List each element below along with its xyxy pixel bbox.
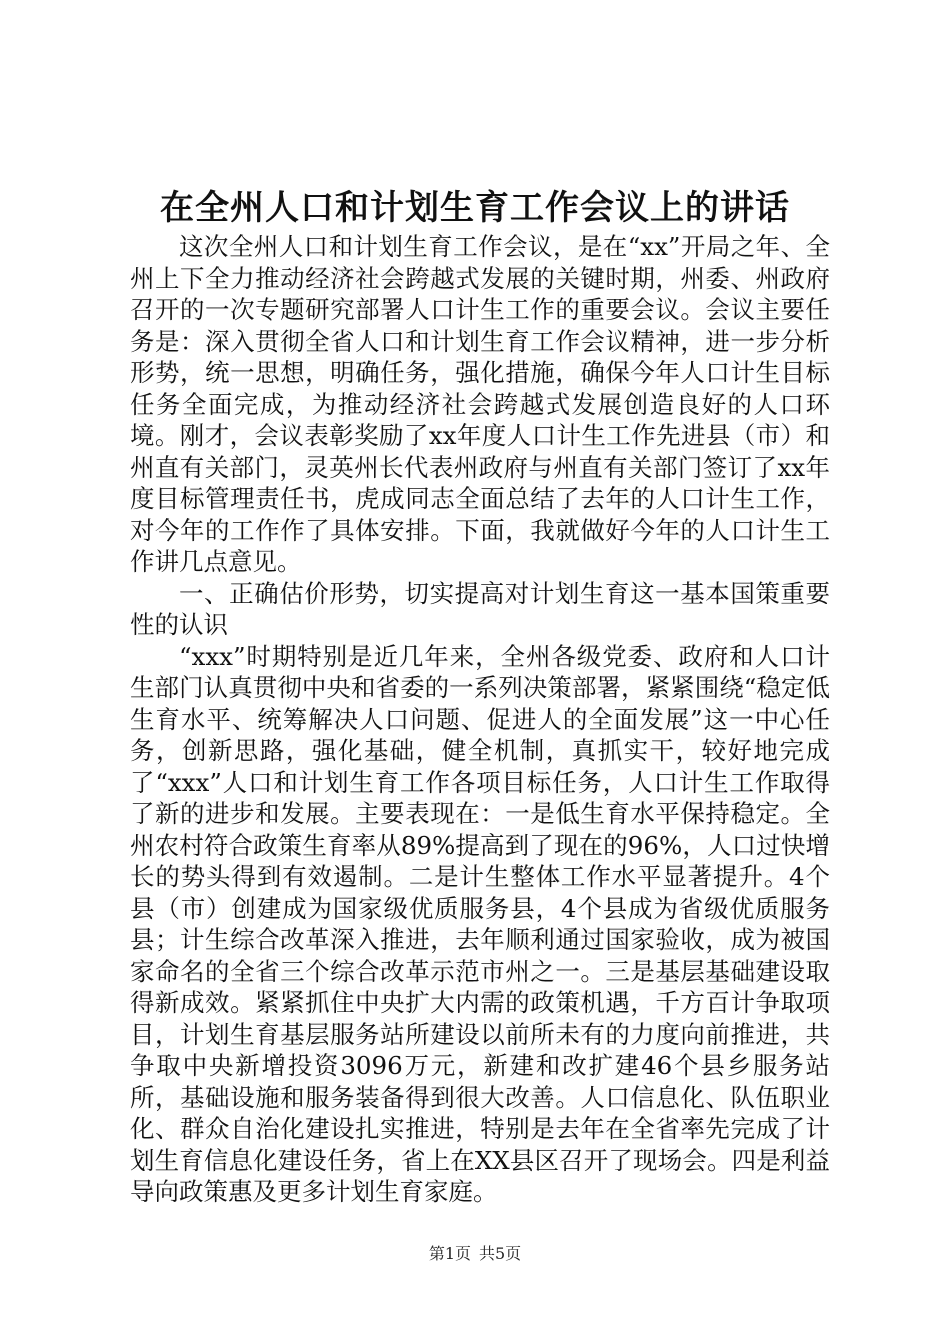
page-number: 第1页 xyxy=(428,1244,471,1263)
paragraph-achievements: “xxx”时期特别是近几年来，全州各级党委、政府和人口计生部门认真贯彻中央和省委的一系列决策部署，紧紧围绕“稳定低生育水平、统筹解决人口问题、促进人的全面发展”这一中心任务，创新思路，强化基础，健全机制，真抓实干，较好地完成了“xxx”人口和计划生育工作各项目标任务，人口计生工作取得了新的进步和发展。主要表现在：一是低生育水平保持稳定。全州农村符合政策生育率从89%提高到了现在的96%，人口过快增长的势头得到有效遏制。二是计生整体工作水平显著提升。4个县（市）创建成为国家级优质服务县，4个县成为省级优质服务县；计生综合改革深入推进，去年顺利通过国家验收，成为被国家命名的全省三个综合改革示范市州之一。三是基层基础建设取得新成效。紧紧抓住中央扩大内需的政策机遇，千方百计争取项目，计划生育基层服务站所建设以前所未有的力度向前推进，共争取中央新增投资3096万元，新建和改扩建46个县乡服务站所，基础设施和服务装备得到很大改善。人口信息化、队伍职业化、群众自治化建设扎实推进，特别是去年在全省率先完成了计划生育信息化建设任务，省上在XX县区召开了现场会。四是利益导向政策惠及更多计划生育家庭。 xyxy=(130,641,830,1206)
page-total: 共5页 xyxy=(479,1244,522,1263)
page-footer xyxy=(0,1243,950,1265)
document-title: 在全州人口和计划生育工作会议上的讲话 xyxy=(160,188,790,228)
paragraph-intro: 这次全州人口和计划生育工作会议，是在“xx”开局之年、全州上下全力推动经济社会跨越式发展的关键时期，州委、州政府召开的一次专题研究部署人口计生工作的重要会议。会议主要任务是：深入贯彻全省人口和计划生育工作会议精神，进一步分析形势，统一思想，明确任务，强化措施，确保今年人口计生目标任务全面完成，为推动经济社会跨越式发展创造良好的人口环境。刚才，会议表彰奖励了xx年度人口计生工作先进县（市）和州直有关部门，灵英州长代表州政府与州直有关部门签订了xx年度目标管理责任书，虎成同志全面总结了去年的人口计生工作，对今年的工作作了具体安排。下面，我就做好今年的人口计生工作讲几点意见。 xyxy=(130,232,830,576)
section-heading-1: 一、正确估价形势，切实提高对计划生育这一基本国策重要性的认识 xyxy=(130,578,830,639)
document-body xyxy=(130,231,830,1208)
